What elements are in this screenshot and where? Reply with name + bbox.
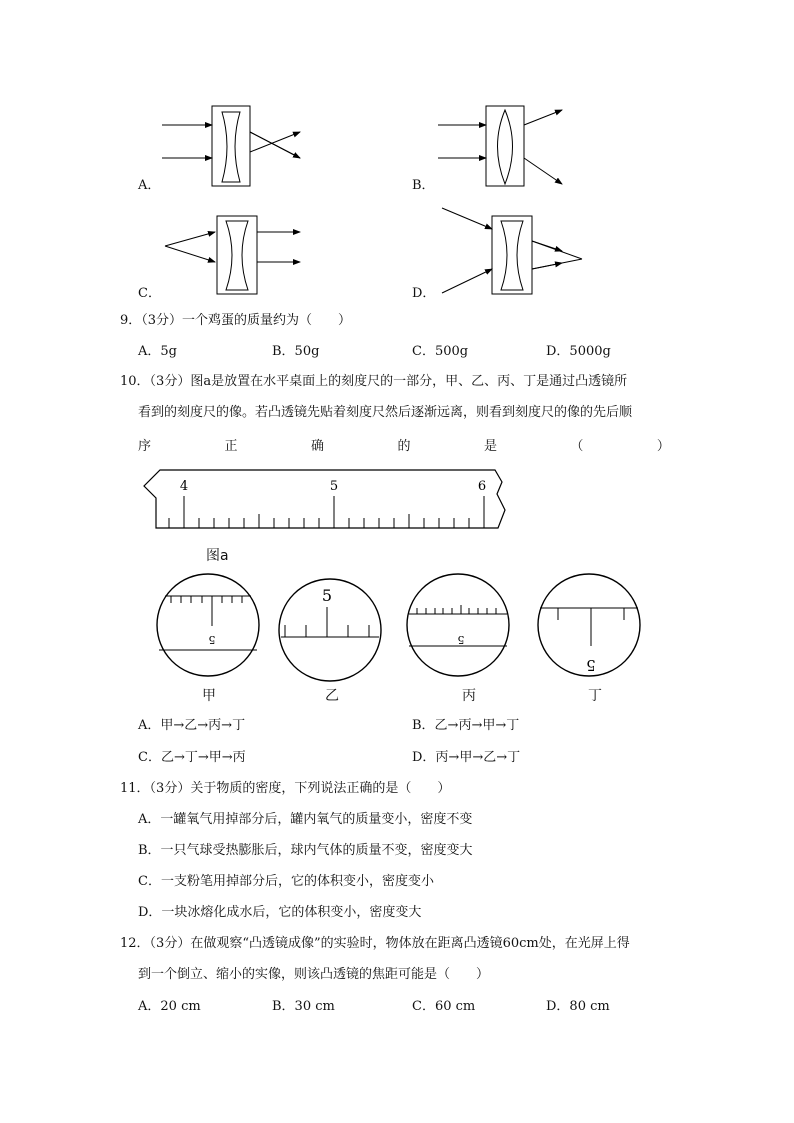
q10-stem-char: ） (656, 439, 670, 454)
option-c-label: C． (138, 286, 161, 301)
q10-stem-line2: 看到的刻度尺的像。若凸透镜先贴着刻度尺然后逐渐远离，则看到刻度尺的像的先后顺 (138, 405, 633, 420)
ruler-label-5: 5 (329, 479, 339, 494)
ruler-label-4: 4 (179, 479, 189, 494)
q9-option-a: A．5g (138, 344, 177, 359)
q10-stem-line3 (138, 435, 670, 455)
option-d-label: D． (412, 286, 436, 301)
q9-stem: 9．（3分）一个鸡蛋的质量约为（ ） (120, 313, 352, 328)
q10-stem-char: 的 (397, 439, 411, 454)
q12-option-b: B．30 cm (272, 999, 335, 1014)
q10-stem-line1: 10．（3分）图a是放置在水平桌面上的刻度尺的一部分，甲、乙、丙、丁是通过凸透镜所 (120, 374, 628, 389)
view-label-ding: 丁 (588, 688, 602, 704)
q11-option-c: C．一支粉笔用掉部分后，它的体积变小，密度变小 (138, 874, 434, 889)
view-label-bing: 丙 (462, 688, 476, 704)
q11-option-a: A．一罐氧气用掉部分后，罐内氧气的质量变小，密度不变 (138, 812, 473, 827)
q10-option-d: D．丙→甲→乙→丁 (412, 750, 521, 765)
view-digit-jia: 5 (208, 633, 216, 646)
view-digit-yi: 5 (321, 586, 333, 605)
q10-stem-char: 正 (224, 439, 238, 454)
q9-option-c: C．500g (412, 344, 469, 359)
q10-stem-char: （ (570, 439, 584, 454)
lens-view-yi (277, 577, 383, 683)
view-digit-bing: 5 (457, 633, 465, 646)
lens-diagram-c (160, 210, 310, 300)
q10-stem-char: 确 (310, 439, 324, 454)
q10-stem-char: 序 (138, 439, 152, 454)
option-b-label: B． (412, 178, 435, 193)
view-label-yi: 乙 (325, 688, 339, 704)
ruler-figure-a (140, 468, 510, 530)
q12-option-a: A．20 cm (138, 999, 201, 1014)
lens-diagram-a (150, 100, 320, 195)
q12-stem-line2: 到一个倒立、缩小的实像，则该凸透镜的焦距可能是（ ） (138, 967, 490, 982)
q12-option-d: D．80 cm (546, 999, 610, 1014)
q12-option-c: C．60 cm (412, 999, 476, 1014)
view-label-jia: 甲 (202, 688, 216, 704)
q9-option-d: D．5000g (546, 344, 611, 359)
q10-option-c: C．乙→丁→甲→丙 (138, 750, 246, 765)
lens-diagram-d (436, 203, 596, 303)
lens-view-jia (155, 572, 261, 678)
q11-stem: 11．（3分）关于物质的密度，下列说法正确的是（ ） (120, 781, 451, 796)
lens-diagram-b (430, 100, 580, 195)
figure-a-caption: 图a (206, 548, 229, 564)
view-digit-ding: 5 (586, 656, 596, 674)
option-a-label: A． (138, 178, 161, 193)
q12-stem-line1: 12．（3分）在做观察“凸透镜成像”的实验时，物体放在距离凸透镜60cm处，在光屏上得 (120, 936, 630, 951)
q10-option-a: A．甲→乙→丙→丁 (138, 718, 246, 733)
q10-stem-char: 是 (483, 439, 497, 454)
ruler-label-6: 6 (477, 479, 487, 494)
lens-view-ding (536, 572, 642, 678)
lens-view-bing (405, 572, 511, 678)
q10-option-b: B．乙→丙→甲→丁 (412, 718, 520, 733)
q9-option-b: B．50g (272, 344, 320, 359)
q11-option-d: D．一块冰熔化成水后，它的体积变小，密度变大 (138, 905, 422, 920)
q11-option-b: B．一只气球受热膨胀后，球内气体的质量不变，密度变大 (138, 843, 473, 858)
